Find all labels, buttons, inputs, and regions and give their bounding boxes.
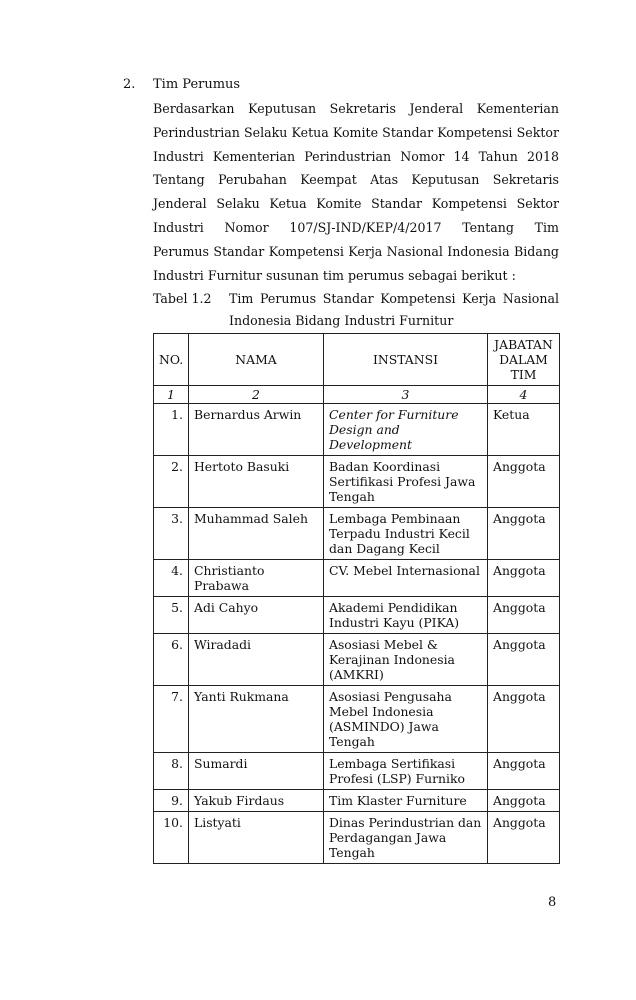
table-row: [154, 686, 560, 753]
cell-nama: Yanti Rukmana: [189, 686, 324, 753]
section-paragraph: [153, 97, 559, 287]
cell-jabatan: Anggota: [488, 634, 560, 686]
table-row: [154, 790, 560, 812]
table-caption: [229, 288, 559, 332]
table-row: [154, 456, 560, 508]
cell-no: 9.: [154, 790, 189, 812]
cell-instansi: Lembaga Pembinaan Terpadu Industri Kecil dan Dagang Kecil: [324, 508, 488, 560]
cell-no: 2.: [154, 456, 189, 508]
cell-instansi: Center for Furniture Design and Development: [324, 404, 488, 456]
header-instansi: INSTANSI: [324, 334, 488, 386]
cell-jabatan: Anggota: [488, 508, 560, 560]
cell-no: 10.: [154, 812, 189, 864]
cell-nama: Sumardi: [189, 753, 324, 790]
cell-nama: Wiradadi: [189, 634, 324, 686]
table-caption-label: Tabel 1.2: [153, 291, 212, 306]
cell-instansi: Badan Koordinasi Sertifikasi Profesi Jawa Tengah: [324, 456, 488, 508]
table-row: [154, 404, 560, 456]
section-number: 2.: [123, 77, 136, 92]
cell-nama: Bernardus Arwin: [189, 404, 324, 456]
cell-jabatan: Anggota: [488, 753, 560, 790]
table-caption-line: Tim Perumus Standar Kompetensi Kerja Nasional: [229, 291, 559, 306]
cell-jabatan: Anggota: [488, 790, 560, 812]
cell-jabatan: Anggota: [488, 812, 560, 864]
cell-nama: Adi Cahyo: [189, 597, 324, 634]
cell-jabatan: Anggota: [488, 597, 560, 634]
cell-instansi: Akademi Pendidikan Industri Kayu (PIKA): [324, 597, 488, 634]
table-caption-line: Indonesia Bidang Industri Furnitur: [229, 313, 454, 328]
page-number: 8: [548, 895, 557, 910]
cell-instansi: Lembaga Sertifikasi Profesi (LSP) Furniko: [324, 753, 488, 790]
table-row: [154, 560, 560, 597]
table-row: [154, 812, 560, 864]
section-title: Tim Perumus: [153, 77, 241, 92]
header-nama: NAMA: [189, 334, 324, 386]
table-row: [154, 634, 560, 686]
cell-instansi: Tim Klaster Furniture: [324, 790, 488, 812]
cell-nama: Muhammad Saleh: [189, 508, 324, 560]
index-cell: 3: [324, 386, 488, 404]
index-cell: 2: [189, 386, 324, 404]
index-cell: 1: [154, 386, 189, 404]
cell-instansi: Asosiasi Mebel & Kerajinan Indonesia (AMKRI): [324, 634, 488, 686]
cell-no: 5.: [154, 597, 189, 634]
paragraph-line: Perindustrian Selaku Ketua Komite Standar Kompetensi Sektor: [153, 124, 559, 140]
paragraph-line: Industri Furnitur susunan tim perumus sebagai berikut :: [153, 267, 516, 283]
cell-jabatan: Ketua: [488, 404, 560, 456]
cell-nama: Hertoto Basuki: [189, 456, 324, 508]
cell-jabatan: Anggota: [488, 560, 560, 597]
cell-nama: Listyati: [189, 812, 324, 864]
paragraph-line: Industri Kementerian Perindustrian Nomor 14 Tahun 2018: [153, 148, 559, 164]
cell-nama: Christianto Prabawa: [189, 560, 324, 597]
cell-no: 6.: [154, 634, 189, 686]
paragraph-line: Jenderal Selaku Ketua Komite Standar Kompetensi Sektor: [153, 196, 559, 212]
table-row: [154, 597, 560, 634]
cell-instansi: CV. Mebel Internasional: [324, 560, 488, 597]
cell-no: 7.: [154, 686, 189, 753]
cell-instansi: Asosiasi Pengusaha Mebel Indonesia (ASMINDO) Jawa Tengah: [324, 686, 488, 753]
cell-no: 4.: [154, 560, 189, 597]
cell-jabatan: Anggota: [488, 456, 560, 508]
cell-jabatan: Anggota: [488, 686, 560, 753]
header-jabatan: JABATAN DALAM TIM: [488, 334, 560, 386]
cell-no: 8.: [154, 753, 189, 790]
table-index-row: [154, 386, 560, 404]
cell-instansi: Dinas Perindustrian dan Perdagangan Jawa Tengah: [324, 812, 488, 864]
paragraph-line: Perumus Standar Kompetensi Kerja Nasional Indonesia Bidang: [153, 243, 559, 259]
cell-no: 3.: [154, 508, 189, 560]
paragraph-line: Berdasarkan Keputusan Sekretaris Jenderal Kementerian: [153, 101, 559, 116]
team-table: [153, 333, 560, 864]
cell-nama: Yakub Firdaus: [189, 790, 324, 812]
table-row: [154, 753, 560, 790]
table-header-row: [154, 334, 560, 386]
header-no: NO.: [154, 334, 189, 386]
index-cell: 4: [488, 386, 560, 404]
paragraph-line: Tentang Perubahan Keempat Atas Keputusan Sekretaris: [153, 172, 559, 188]
table-row: [154, 508, 560, 560]
table-body: [154, 404, 560, 864]
paragraph-line: Industri Nomor 107/SJ-IND/KEP/4/2017 Tentang Tim: [153, 219, 559, 235]
cell-no: 1.: [154, 404, 189, 456]
